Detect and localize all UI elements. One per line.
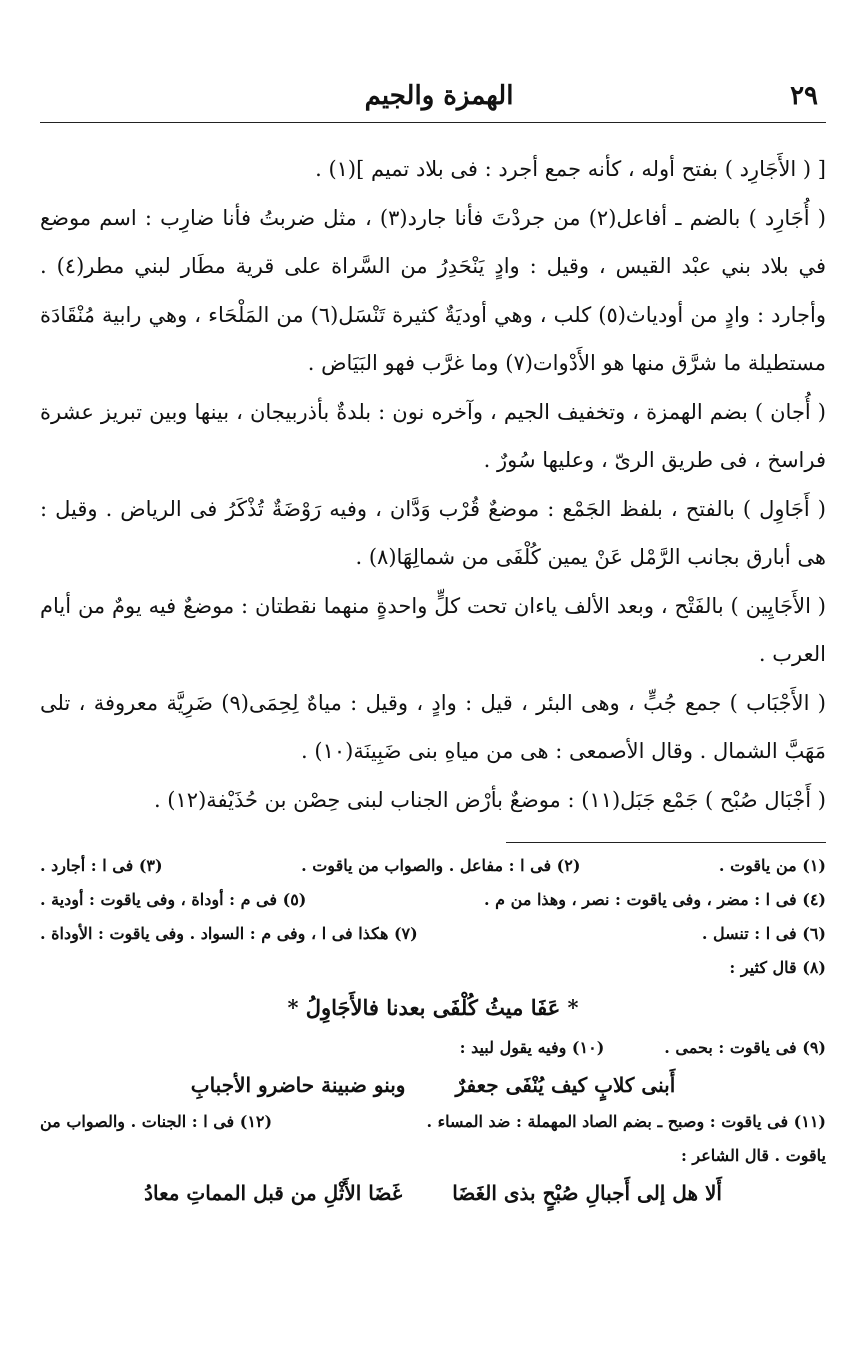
footnote: (٦) فى ا : تنسل . (701, 924, 826, 943)
document-page (40, 70, 826, 1213)
footnote: (٥) فى م : أوداة ، وفى ياقوت : أودية . (40, 890, 307, 909)
footnote: (١٢) فى ا : الجنات . والصواب من (40, 1112, 273, 1131)
verse-couplet (40, 1173, 826, 1213)
hemistich: أَبنى كلابٍ كيف يُنْفَى جعفرٌ (455, 1073, 676, 1097)
verse-line: * عَفَا ميثُ كُلْفَى بعدنا فالأَجَاوِلُ * (287, 995, 579, 1020)
footnote: (٤) فى ا : مضر ، وفى ياقوت : نصر ، وهذا من م . (484, 890, 826, 909)
entry-paragraph: ( الأَجَايِين ) بالفَتْح ، وبعد الألف ياءان تحت كلٍّ واحدةٍ منهما نقطتان : موضعٌ فيه يومٌ من أيام العرب . (40, 593, 826, 666)
entry-paragraph: ( أُجَارِد ) بالضم ـ أفاعل(٢) من جردْتَ فأنا جارد(٣) ، مثل ضربتُ فأنا ضارِب : اسم موضع في بلاد بني عبْد القيس ، وقيل : وادٍ يَنْحَدِرُ من السَّراة على قرية مطَار لبني مطر(٤) . وأجارد : وادٍ من أودياث(٥) كلب ، وهي أوديَةٌ كثيرة تَنْسَل(٦) من المَلْحَاء ، وهي رابية مُنْقَادَة مستطيلة ما شرَّق منها هو الأَدْوات(٧) وما غرَّب فهو البَيَاض . (40, 205, 826, 375)
hemistich: غَضَا الأَثْلِ من قبل المماتِ معادُ (144, 1181, 403, 1205)
footnotes (40, 849, 826, 1213)
footnote: (٣) فى ا : أجارد . (40, 856, 163, 875)
footnote: ياقوت . قال الشاعر : (680, 1146, 826, 1165)
footnote: (٨) قال كثير : (729, 958, 826, 977)
footnote-row (40, 1105, 826, 1139)
footnote: (١٠) وفيه يقول لبيد : (459, 1038, 605, 1057)
hemistich: وبنو ضبينة حاضرو الأجبابِ (190, 1073, 406, 1097)
page-number: ٢٩ (790, 81, 818, 111)
footnote: (٧) هكذا فى ا ، وفى م : السواد . وفى ياقوت : الأوداة . (40, 924, 418, 943)
main-text (40, 145, 826, 824)
footnote-divider (506, 842, 826, 843)
page-header (40, 70, 826, 122)
entry-paragraph: [ ( الأَجَارِد ) بفتح أوله ، كأنه جمع أجرد : فى بلاد تميم ](١) . (315, 157, 826, 181)
verse-couplet (40, 1065, 826, 1105)
page-title: الهمزة والجيم (364, 81, 514, 111)
footnote: (٩) فى ياقوت : بحمى . (664, 1038, 826, 1057)
entry-paragraph: ( أُجان ) بضم الهمزة ، وتخفيف الجيم ، وآخره نون : بلدةٌ بأذربيجان ، بينها وبين تبريز عشرة فراسخ ، فى طريق الرىّ ، وعليها سُورٌ . (40, 399, 826, 472)
footnote: (١١) فى ياقوت : وصبح ـ بضم الصاد المهملة : ضد المساء . (426, 1112, 826, 1131)
hemistich: أَلا هل إلى أَجبالِ صُبْحٍ بذى الغَضَا (452, 1181, 722, 1205)
entry-paragraph: ( أَجْبَال صُبْح ) جَمْع جَبَل(١١) : موضعٌ بأرْض الجناب لبنى حِصْن بن حُذَيْفة(١٢) . (153, 787, 826, 812)
entry-paragraph: ( الأَجْبَاب ) جمع جُبٍّ ، وهى البئر ، قيل : وادٍ ، وقيل : مياهٌ لِحِمَى(٩) ضَرِيَّة معروفة ، تلى مَهَبَّ الشمال . وقال الأصمعى : هى من مياهِ بنى ضَبِينَة(١٠) . (40, 690, 826, 763)
footnote-row (40, 849, 826, 883)
footnote-row (40, 1031, 826, 1065)
entry-paragraph: ( أَجَاوِل ) بالفتح ، بلفظ الجَمْع : موضعٌ قُرْب وَدَّان ، وفيه رَوْضَةٌ تُذْكَرُ فى الرياض . وقيل : هى أبارق بجانب الرَّمْل عَنْ يمين كُلْفَى من شمالِهَا(٨) . (40, 496, 826, 569)
footnote-row (40, 917, 826, 951)
footnote: (٢) فى ا : مفاعل . والصواب من ياقوت . (301, 856, 581, 875)
footnote: (١) من ياقوت . (718, 856, 826, 875)
footnote-row (40, 883, 826, 917)
header-divider (40, 122, 826, 123)
